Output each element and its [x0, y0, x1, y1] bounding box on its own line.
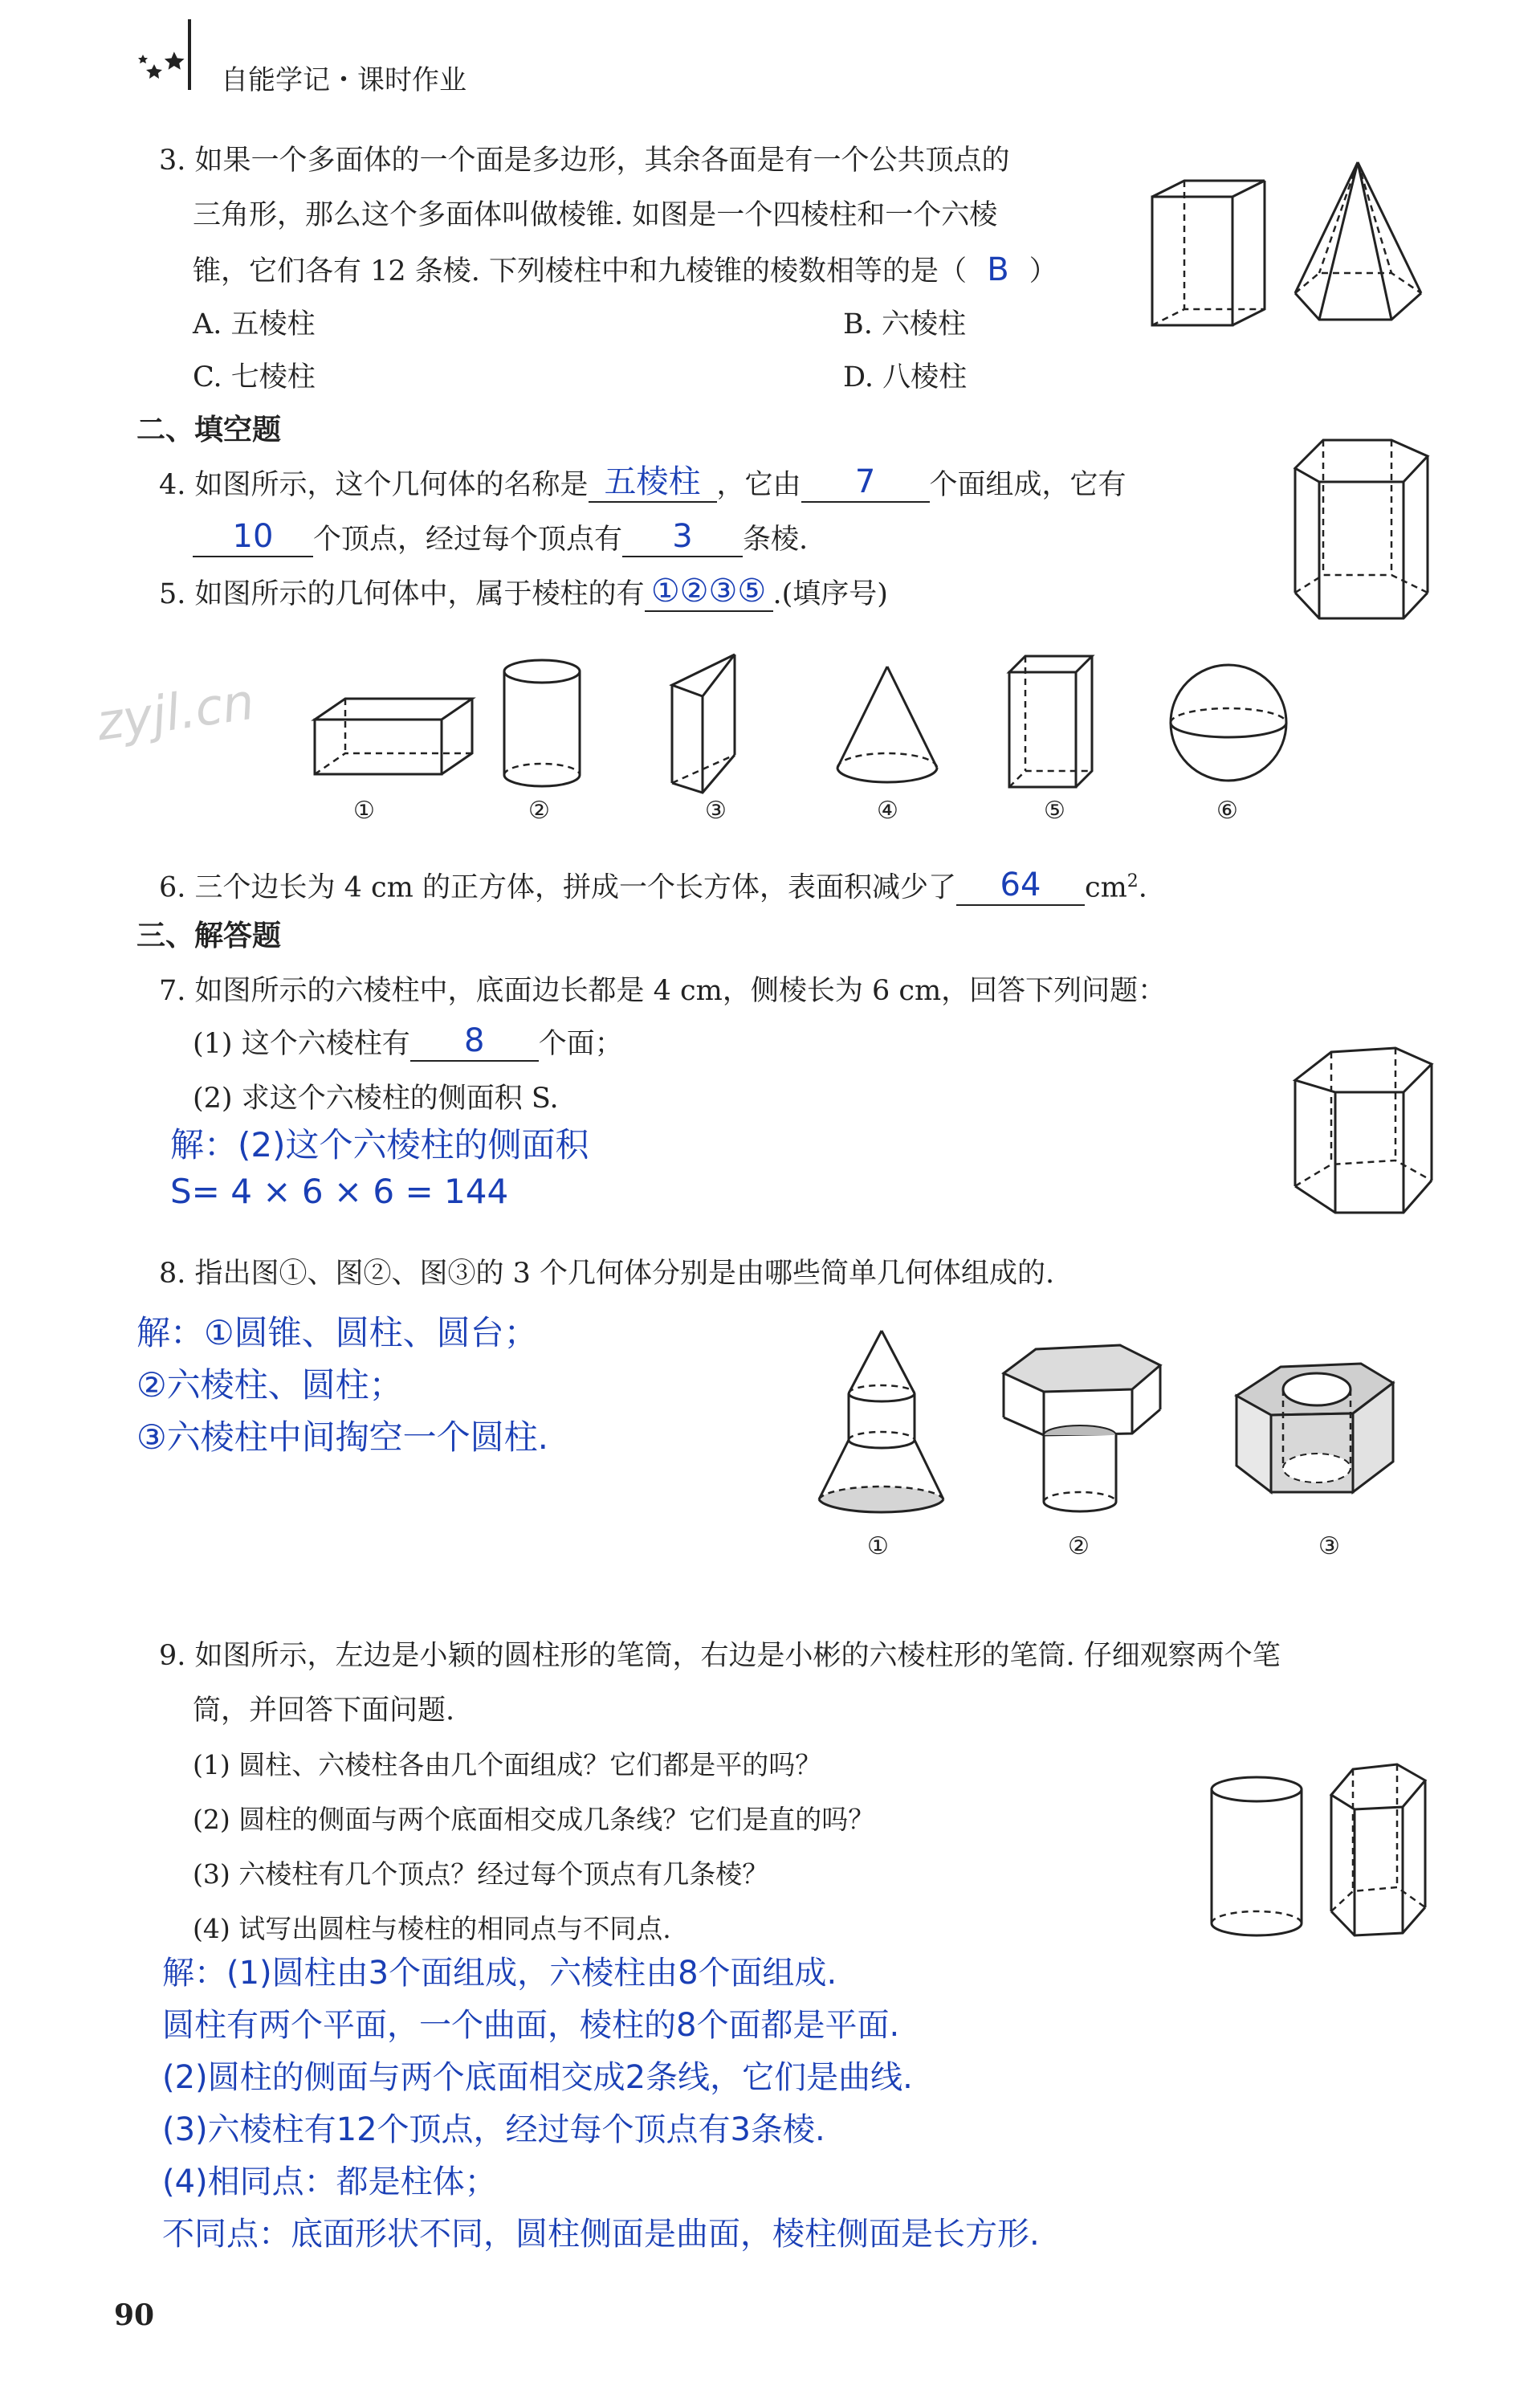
q9-hexprism-pen-holder [1329, 1763, 1429, 1943]
q4-blank-faces [801, 463, 930, 503]
q3-option-a: A. 五棱柱 [193, 308, 316, 341]
q3-option-d: D. 八棱柱 [843, 361, 968, 394]
q9-solution-line5: (4)相同点：都是柱体； [162, 2164, 497, 2200]
q9-cylinder-pen-holder [1208, 1775, 1305, 1943]
q4-text-2: ，它由 [716, 469, 801, 501]
q5-blank [645, 573, 773, 612]
q8-label-3: ③ [1318, 1532, 1340, 1560]
header-ornament [136, 16, 217, 96]
q4-blank-name [589, 463, 717, 503]
q5-label-1: ① [353, 797, 375, 825]
q3-stem-text: 锥，它们各有 12 条棱. 下列棱柱中和九棱锥的棱数相等的是（ [193, 255, 968, 288]
q9-stem-line2: 筒，并回答下面问题. [193, 1695, 455, 1727]
q3-quadrangular-prism-figure [1148, 181, 1269, 329]
q8-stem: 8. 指出图①、图②、图③的 3 个几何体分别是由哪些简单几何体组成的. [159, 1258, 1055, 1290]
q8-label-1: ① [867, 1532, 889, 1560]
q7-blank [410, 1022, 539, 1062]
q4-answer-vertices: 10 [232, 518, 274, 555]
section-fill-in-heading: 二、填空题 [136, 414, 282, 447]
header-title: 自能学记・课时作业 [221, 64, 466, 96]
q6-line [159, 864, 1147, 906]
q4-line1 [159, 463, 1126, 503]
q5-line [159, 573, 888, 612]
q4-answer-faces: 7 [854, 463, 876, 500]
q6-blank [956, 866, 1085, 906]
q6-unit-sup: 2 [1126, 871, 1139, 891]
q6-end: . [1138, 871, 1147, 904]
section-answer-heading: 三、解答题 [136, 920, 282, 952]
q6-unit: cm [1084, 871, 1127, 904]
q9-solution-line6: 不同点：底面形状不同，圆柱侧面是曲面，棱柱侧面是长方形. [162, 2216, 1040, 2253]
q9-sub1: (1) 圆柱、六棱柱各由几个面组成？它们都是平的吗？ [193, 1749, 822, 1780]
q8-solution-line1: 解：①圆锥、圆柱、圆台； [136, 1313, 538, 1352]
watermark: zyjl.cn [92, 671, 258, 752]
q7-stem: 7. 如图所示的六棱柱中，底面边长都是 4 cm，侧棱长为 6 cm，回答下列问题： [159, 975, 1167, 1007]
q7-solution-line2: S= 4 × 6 × 6 = 144 [170, 1172, 509, 1211]
q6-text: 6. 三个边长为 4 cm 的正方体，拼成一个长方体，表面积减少了 [159, 871, 956, 904]
q8-figure-hexprism-cylinder [1000, 1337, 1168, 1518]
q7-solution-line1: 解：(2)这个六棱柱的侧面积 [170, 1125, 589, 1164]
q5-label-5: ⑤ [1044, 797, 1065, 825]
q7-answer: 8 [463, 1022, 485, 1059]
q8-solution-line2: ②六棱柱、圆柱； [136, 1365, 403, 1405]
q4-pentagonal-prism-figure [1291, 440, 1432, 625]
q6-answer: 64 [1000, 866, 1041, 903]
q8-figure-hollow-hexprism [1232, 1357, 1397, 1498]
q7-sub1-end: 个面； [538, 1028, 623, 1060]
q3-hexagonal-pyramid-figure [1289, 161, 1429, 325]
q5-text: 5. 如图所示的几何体中，属于棱柱的有 [159, 578, 645, 610]
q9-sub3: (3) 六棱柱有几个顶点？经过每个顶点有几条棱？ [193, 1858, 769, 1890]
star-ornament-icon [136, 16, 217, 96]
q4-text-1: 4. 如图所示，这个几何体的名称是 [159, 469, 589, 501]
q4-blank-edges [622, 518, 743, 557]
q8-figure-cone-cylinder-frustum [815, 1329, 947, 1518]
q9-solution-line1: 解：(1)圆柱由3个面组成，六棱柱由8个面组成. [162, 1955, 837, 1992]
q9-sub2: (2) 圆柱的侧面与两个底面相交成几条线？它们是直的吗？ [193, 1804, 875, 1835]
q5-figure-cone [835, 665, 939, 789]
page-number: 90 [114, 2298, 155, 2332]
q5-figure-triangular-prism [670, 655, 759, 795]
q3-stem-line2: 三角形，那么这个多面体叫做棱锥. 如图是一个四棱柱和一个六棱 [193, 199, 998, 231]
q5-label-2: ② [528, 797, 550, 825]
q4-text-5: 条棱. [743, 524, 809, 556]
q5-figure-quadrangular-prism [1008, 655, 1096, 791]
q5-label-4: ④ [877, 797, 898, 825]
q4-text-3: 个面组成，它有 [929, 469, 1126, 501]
q5-label-6: ⑥ [1216, 797, 1238, 825]
q7-sub1 [193, 1022, 623, 1062]
q5-answer: ①②③⑤ [650, 573, 767, 610]
q9-solution-line2: 圆柱有两个平面，一个曲面，棱柱的8个面都是平面. [162, 2007, 900, 2044]
q7-sub1-text: (1) 这个六棱柱有 [193, 1028, 410, 1060]
q4-line2 [193, 518, 809, 557]
q5-label-3: ③ [705, 797, 727, 825]
q7-hexagonal-prism-figure [1291, 1048, 1436, 1221]
q3-stem-close: ） [1029, 255, 1057, 288]
q9-stem-line1: 9. 如图所示，左边是小颖的圆柱形的笔筒，右边是小彬的六棱柱形的笔筒. 仔细观察两个笔 [159, 1640, 1281, 1672]
q9-solution-line4: (3)六棱柱有12个顶点，经过每个顶点有3条棱. [162, 2111, 825, 2148]
q4-answer-name: 五棱柱 [604, 463, 701, 500]
q5-figure-sphere [1168, 663, 1289, 783]
q8-solution-line3: ③六棱柱中间掏空一个圆柱. [136, 1417, 549, 1457]
q8-label-2: ② [1068, 1532, 1090, 1560]
q9-solution-line3: (2)圆柱的侧面与两个底面相交成2条线，它们是曲线. [162, 2059, 913, 2096]
q3-option-b: B. 六棱柱 [843, 308, 966, 341]
q4-blank-vertices [193, 518, 313, 557]
q5-text-end: .(填序号) [772, 578, 888, 610]
q9-sub4: (4) 试写出圆柱与棱柱的相同点与不同点. [193, 1913, 671, 1944]
q5-figure-cuboid [313, 697, 474, 777]
q4-answer-edges: 3 [672, 518, 693, 555]
q3-stem-line3 [193, 252, 1057, 289]
q3-option-c: C. 七棱柱 [193, 361, 316, 394]
q3-stem-line1: 3. 如果一个多面体的一个面是多边形，其余各面是有一个公共顶点的 [159, 145, 1010, 177]
q4-text-4: 个顶点，经过每个顶点有 [313, 524, 623, 556]
q7-sub2: (2) 求这个六棱柱的侧面积 S. [193, 1083, 559, 1115]
q5-figure-cylinder [502, 659, 582, 791]
q3-answer: B [987, 251, 1009, 288]
